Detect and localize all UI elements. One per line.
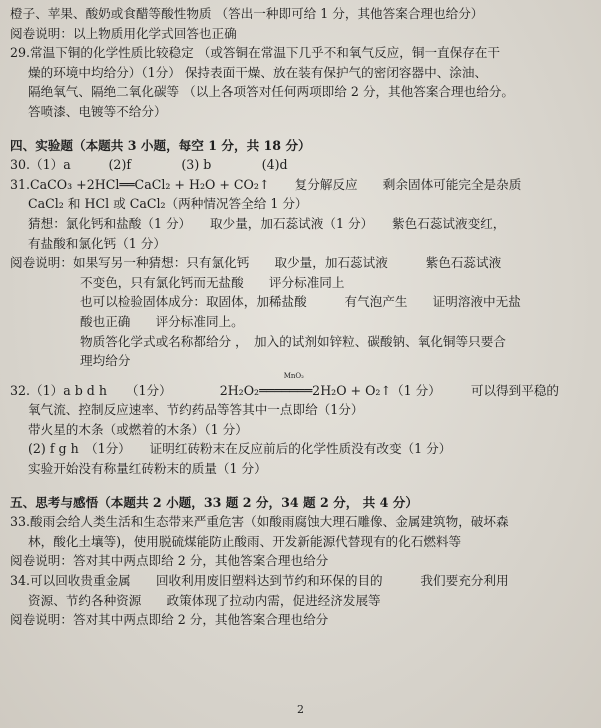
q30-line: 30.（1）a (2)f (3) b (4)d	[10, 157, 288, 173]
text-line: 资源、节约各种资源 政策体现了拉动内需，促进经济发展等	[28, 592, 381, 608]
q29-line: 29.常温下铜的化学性质比较稳定 （或答铜在常温下几乎不和氧气反应，铜一直保存在干	[10, 45, 501, 61]
chemical-equation	[219, 371, 441, 401]
text-line: 实验开始没有称量红砖粉末的质量（1 分）	[28, 461, 267, 477]
text-line: 橙子、苹果、酸奶或食醋等酸性物质 （答出一种即可给 1 分，其他答案合理也给分）	[10, 6, 484, 21]
equation-text: 2H₂O₂═══════2H₂O + O₂↑（1 分）	[219, 382, 441, 398]
text-line: CaCl₂ 和 HCl 或 CaCl₂（两种情况答全给 1 分）	[28, 196, 308, 212]
page-number: 2	[297, 703, 304, 716]
text-span: 32.（1）a b d h （1分）	[10, 382, 172, 398]
q31-line: 31.CaCO₃ +2HCl══CaCl₂ + H₂O + CO₂↑ 复分解反应 剩余固体可能完全是杂质	[10, 176, 522, 192]
text-line: 阅卷说明：答对其中两点即给 2 分，其他答案合理也给分	[10, 612, 329, 628]
text-line: 阅卷说明：以上物质用化学式回答也正确	[10, 25, 237, 41]
q33-line: 33.酸雨会给人类生活和生态带来严重危害（如酸雨腐蚀大理石雕像、金属建筑物，破坏森	[10, 514, 509, 530]
text-line: 阅卷说明：如果写另一种猜想：只有氯化钙 取少量，加石蕊试液 紫色石蕊试液	[10, 255, 502, 271]
text-line: 燥的环境中均给分）（1分） 保持表面干燥、放在装有保护气的密闭容器中、涂油、	[28, 64, 488, 80]
section-4-heading: 四、实验题（本题共 3 小题，每空 1 分，共 18 分）	[10, 137, 311, 153]
text-line: (2) f g h （1分） 证明红砖粉末在反应前后的化学性质没有改变（1 分）	[28, 441, 452, 457]
text-line: 也可以检验固体成分：取固体，加稀盐酸 有气泡产生 证明溶液中无盐	[80, 294, 521, 310]
text-line: 理均给分	[80, 353, 131, 369]
text-line: 隔绝氧气、隔绝二氧化碳等 （以上各项答对任何两项即给 2 分，其他答案合理也给分。	[28, 84, 514, 100]
text-line: 有盐酸和氯化钙（1 分）	[28, 235, 166, 251]
q34-line: 34.可以回收贵重金属 回收利用废旧塑料达到节约和环保的目的 我们要充分利用	[10, 573, 509, 589]
catalyst-label: MnO₂	[283, 371, 304, 380]
text-line: 氧气流、控制反应速率、节约药品等答其中一点即给（1分）	[28, 402, 364, 418]
text-span: 可以得到平稳的	[470, 382, 560, 398]
text-line: 阅卷说明：答对其中两点即给 2 分，其他答案合理也给分	[10, 553, 329, 569]
q32-line	[10, 371, 587, 401]
text-line: 酸也正确 评分标准同上。	[80, 313, 244, 329]
text-line: 物质答化学式或名称都给分 ， 加入的试剂如锌粒、碳酸钠、氧化铜等只要合	[80, 333, 506, 349]
text-line: 林，酸化土壤等)，使用脱硫煤能防止酸雨、开发新能源代替现有的化石燃料等	[28, 533, 462, 549]
section-5-heading: 五、思考与感悟（本题共 2 小题，33 题 2 分，34 题 2 分， 共 4 分）	[10, 494, 418, 510]
text-line: 猜想：氯化钙和盐酸（1 分） 取少量，加石蕊试液（1 分） 紫色石蕊试液变红，	[28, 215, 506, 231]
text-line: 不变色，只有氯化钙而无盐酸 评分标准同上	[80, 274, 345, 290]
text-line: 答喷漆、电镀等不给分）	[28, 103, 167, 119]
text-line: 带火星的木条（或燃着的木条）（1 分）	[28, 421, 248, 437]
